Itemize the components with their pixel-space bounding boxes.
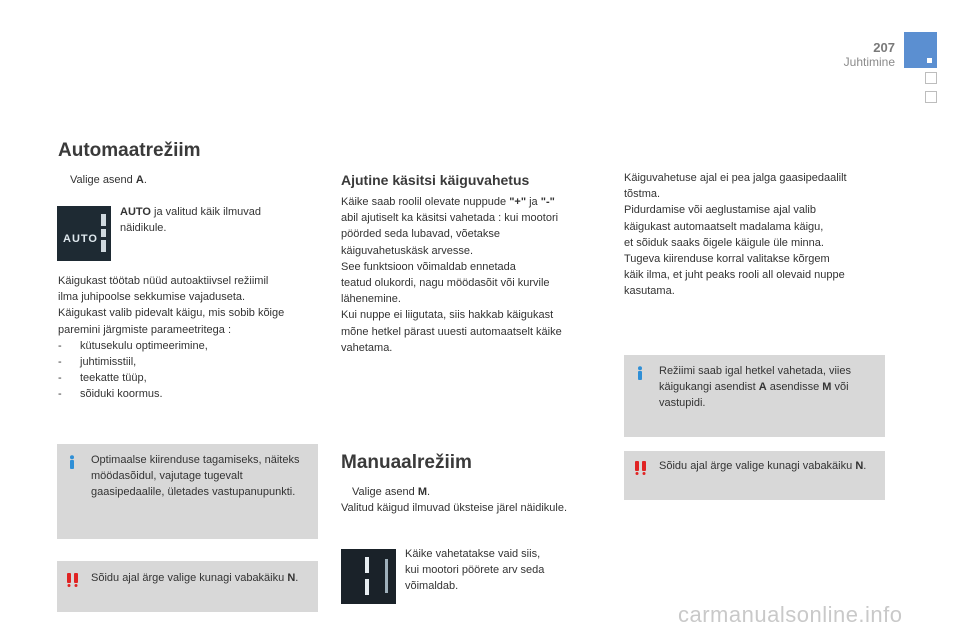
para-line: paremini järgmiste parameetritega : (58, 323, 232, 336)
list-item: - juhtimisstiil, (58, 356, 137, 369)
temp-line: teatud olukordi, nagu möödasõit või kurvile (341, 277, 550, 290)
manual-display-image (341, 549, 396, 604)
auto-display-image (57, 206, 111, 261)
display-bar (101, 214, 106, 226)
para-line: ilma juhipoolse sekkumise vajaduseta. (58, 291, 246, 304)
list-item: - kütusekulu optimeerimine, (58, 339, 208, 352)
display-bar (385, 559, 388, 593)
right-paragraph: Käiguvahetuse ajal ei pea jalga gaasipedaalilt tõstma. Pidurdamise või aeglustamise ajal valib käigukast automaatselt madalama käigu, et sõiduk saaks õigele käigule üle minna. Tugeva kiirenduse korral valitakse kõrgem käik ilma, et juht peaks rooli all olevaid nuppe kasutama. (624, 172, 847, 298)
warning-icon (66, 573, 79, 587)
manual-step: Valige asend M. Valitud käigud ilmuvad üksteise järel näidikule. (341, 484, 606, 516)
temp-line: pöörded seda lubavad, võetakse (341, 228, 501, 241)
para-line: Käigukast valib pidevalt käigu, mis sobib kõige (58, 307, 285, 320)
caption-bold: AUTO (120, 206, 151, 218)
manual-line: Valitud käigud ilmuvad üksteise järel näidikule. (341, 502, 568, 515)
auto-step (60, 172, 147, 188)
temp-line: Käike saab roolil olevate nuppude "+" ja "-" (341, 196, 555, 208)
list-item: - teekatte tüüp, (58, 372, 147, 385)
manual-caption: Käike vahetatakse vaid siis, kui mootori pöörete arv seda võimaldab. (405, 548, 545, 593)
page-number: 207 (873, 40, 895, 55)
section-title-temp-manual: Ajutine käsitsi käiguvahetus (341, 172, 530, 188)
para-line: Käigukast töötab nüüd autoaktiivsel režiimil (58, 275, 269, 287)
warning-icon (634, 461, 647, 475)
temp-paragraph (341, 194, 606, 356)
chapter-tab-square (925, 91, 937, 103)
temp-line: käiguvahetuskäsk arvesse. (341, 244, 474, 257)
display-bar (101, 229, 106, 237)
caption-rest: ja valitud käik ilmuvad näidikule. (120, 206, 262, 235)
footer-watermark: carmanualsonline.info (678, 602, 903, 627)
auto-paragraph (58, 273, 318, 403)
display-bar (365, 557, 369, 573)
step-bold: A (135, 174, 144, 186)
display-bar (365, 579, 369, 595)
tab-dot (927, 58, 932, 63)
temp-line: See funktsioon võimaldab ennetada (341, 260, 516, 273)
warning-box-left (57, 561, 318, 612)
list-item: - sõiduki koormus. (58, 388, 163, 401)
chapter-tab-square (925, 72, 937, 84)
info-icon (634, 366, 646, 380)
chapter-tab-active (904, 32, 937, 68)
chapter-title: Juhtimine (843, 55, 895, 69)
section-title-auto: Automaatrežiim (58, 140, 201, 161)
warning-box-left-text: Sõidu ajal ärge valige kunagi vabakäiku N. (91, 572, 299, 584)
temp-line: vahetama. (341, 341, 393, 354)
temp-line: Kui nuppe ei liigutata, siis hakkab käigukast (341, 309, 554, 322)
warning-box-right-text: Sõidu ajal ärge valige kunagi vabakäiku N. (659, 460, 867, 472)
info-icon (66, 455, 78, 469)
step-end: . (143, 174, 147, 186)
info-box-right-text: Režiimi saab igal hetkel vahetada, viies käigukangi asendist A asendisse M või vastupidi. (659, 365, 851, 410)
temp-line: mõne hetkel pärast uuesti automaatselt käike (341, 325, 562, 338)
section-title-manual: Manuaalrežiim (341, 452, 472, 473)
auto-caption (120, 204, 310, 236)
step-text: Valige asend (70, 174, 136, 186)
temp-line: abil ajutiselt ka käsitsi vahetada : kui mootori (341, 212, 559, 225)
temp-line: lähenemine. (341, 293, 401, 306)
info-box-left-text: Optimaalse kiirenduse tagamiseks, näiteks möödasõidul, vajutage tugevalt gaasipedaalile, ületades vastupanupunkti. (91, 454, 300, 499)
auto-display-label: AUTO (63, 233, 98, 245)
display-bar (101, 240, 106, 252)
